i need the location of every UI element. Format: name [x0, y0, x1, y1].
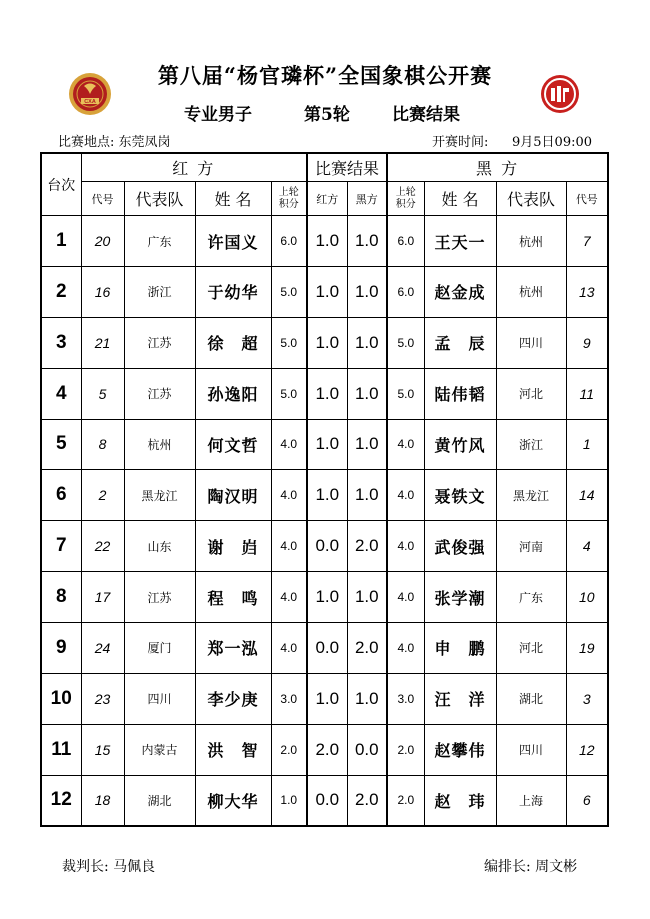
black-team: 湖北 — [496, 673, 566, 724]
table-row — [41, 673, 608, 724]
black-score: 1.0 — [347, 673, 387, 724]
red-team: 黑龙江 — [124, 470, 195, 521]
red-code: 2 — [81, 470, 124, 521]
black-code: 19 — [566, 623, 608, 674]
red-player-name: 何文哲 — [195, 419, 271, 470]
header-result: 比赛结果 — [307, 153, 387, 182]
black-score: 0.0 — [347, 724, 387, 775]
red-code: 23 — [81, 673, 124, 724]
red-prev-points: 5.0 — [271, 266, 307, 317]
red-code: 18 — [81, 775, 124, 826]
table-number: 4 — [41, 368, 81, 419]
red-score: 1.0 — [307, 572, 347, 623]
header-red-side: 红 方 — [81, 153, 307, 182]
header-black-team: 代表队 — [496, 182, 566, 216]
red-score: 1.0 — [307, 419, 347, 470]
red-code: 24 — [81, 623, 124, 674]
table-row — [41, 623, 608, 674]
black-code: 11 — [566, 368, 608, 419]
table-number: 10 — [41, 673, 81, 724]
group-label: 专业男子 — [184, 105, 252, 125]
black-code: 6 — [566, 775, 608, 826]
red-prev-points: 5.0 — [271, 368, 307, 419]
black-code: 13 — [566, 266, 608, 317]
black-prev-points: 6.0 — [387, 266, 424, 317]
header-table-no: 台次 — [41, 153, 81, 216]
header-black-prev-pts — [387, 182, 424, 216]
header-red-team: 代表队 — [124, 182, 195, 216]
black-score: 1.0 — [347, 266, 387, 317]
black-team: 杭州 — [496, 266, 566, 317]
red-player-name: 程 鸣 — [195, 572, 271, 623]
black-team: 河南 — [496, 521, 566, 572]
red-player-name: 洪 智 — [195, 724, 271, 775]
table-number: 9 — [41, 623, 81, 674]
red-team: 山东 — [124, 521, 195, 572]
black-code: 7 — [566, 216, 608, 267]
table-row — [41, 572, 608, 623]
red-score: 2.0 — [307, 724, 347, 775]
black-prev-points: 5.0 — [387, 368, 424, 419]
black-prev-points: 5.0 — [387, 317, 424, 368]
red-team: 厦门 — [124, 623, 195, 674]
black-code: 4 — [566, 521, 608, 572]
red-team: 江苏 — [124, 317, 195, 368]
black-player-name: 黄竹风 — [424, 419, 496, 470]
black-team: 河北 — [496, 368, 566, 419]
red-prev-points: 2.0 — [271, 724, 307, 775]
red-score: 0.0 — [307, 623, 347, 674]
header-red-code: 代号 — [81, 182, 124, 216]
red-score: 1.0 — [307, 216, 347, 267]
black-player-name: 赵金成 — [424, 266, 496, 317]
red-code: 15 — [81, 724, 124, 775]
red-team: 湖北 — [124, 775, 195, 826]
header-black-score: 黑方 — [347, 182, 387, 216]
table-number: 11 — [41, 724, 81, 775]
svg-text:CXA: CXA — [84, 99, 96, 105]
black-team: 杭州 — [496, 216, 566, 267]
black-team: 上海 — [496, 775, 566, 826]
table-row — [41, 724, 608, 775]
table-row — [41, 216, 608, 267]
black-score: 1.0 — [347, 572, 387, 623]
black-player-name: 陆伟韬 — [424, 368, 496, 419]
red-player-name: 李少庚 — [195, 673, 271, 724]
red-player-name: 谢 岿 — [195, 521, 271, 572]
table-number: 5 — [41, 419, 81, 470]
black-player-name: 赵攀伟 — [424, 724, 496, 775]
venue: 比赛地点: 东莞凤岗 — [58, 135, 171, 150]
black-team: 黑龙江 — [496, 470, 566, 521]
table-number: 6 — [41, 470, 81, 521]
black-prev-points: 2.0 — [387, 775, 424, 826]
results-table — [40, 152, 609, 827]
red-score: 0.0 — [307, 521, 347, 572]
page-title: 第八届“杨官璘杯”全国象棋公开赛 — [157, 63, 493, 88]
red-prev-points: 4.0 — [271, 572, 307, 623]
red-prev-points: 1.0 — [271, 775, 307, 826]
table-number: 3 — [41, 317, 81, 368]
header-red-score: 红方 — [307, 182, 347, 216]
black-team: 浙江 — [496, 419, 566, 470]
black-code: 1 — [566, 419, 608, 470]
black-code: 9 — [566, 317, 608, 368]
red-score: 1.0 — [307, 317, 347, 368]
black-score: 1.0 — [347, 368, 387, 419]
black-score: 1.0 — [347, 419, 387, 470]
red-code: 5 — [81, 368, 124, 419]
header-red-prev-pts — [271, 182, 307, 216]
header-black-side: 黑 方 — [387, 153, 608, 182]
red-prev-points: 5.0 — [271, 317, 307, 368]
table-row — [41, 419, 608, 470]
black-prev-points: 6.0 — [387, 216, 424, 267]
red-prev-points: 6.0 — [271, 216, 307, 267]
table-row — [41, 266, 608, 317]
black-player-name: 申 鹏 — [424, 623, 496, 674]
red-team: 广东 — [124, 216, 195, 267]
red-code: 22 — [81, 521, 124, 572]
red-player-name: 孙逸阳 — [195, 368, 271, 419]
arranger: 编排长: 周文彬 — [484, 859, 578, 875]
red-score: 0.0 — [307, 775, 347, 826]
red-score: 1.0 — [307, 673, 347, 724]
red-score: 1.0 — [307, 368, 347, 419]
table-row — [41, 521, 608, 572]
round-label: 第5轮 — [304, 105, 350, 125]
black-prev-points: 3.0 — [387, 673, 424, 724]
red-team: 浙江 — [124, 266, 195, 317]
table-row — [41, 775, 608, 826]
header-black-prev-pts-line2: 积分 — [395, 198, 416, 210]
black-score: 2.0 — [347, 623, 387, 674]
start-time-label: 开赛时间: — [432, 135, 489, 150]
table-number: 12 — [41, 775, 81, 826]
red-code: 21 — [81, 317, 124, 368]
red-player-name: 郑一泓 — [195, 623, 271, 674]
black-score: 1.0 — [347, 216, 387, 267]
black-player-name: 孟 辰 — [424, 317, 496, 368]
red-player-name: 陶汉明 — [195, 470, 271, 521]
header-red-name: 姓 名 — [195, 182, 271, 216]
black-player-name: 武俊强 — [424, 521, 496, 572]
black-code: 10 — [566, 572, 608, 623]
red-team: 内蒙古 — [124, 724, 195, 775]
black-team: 四川 — [496, 317, 566, 368]
subtitle — [0, 100, 650, 124]
red-team: 杭州 — [124, 419, 195, 470]
red-code: 8 — [81, 419, 124, 470]
black-score: 1.0 — [347, 317, 387, 368]
header-red-prev-pts-line2: 积分 — [278, 198, 299, 210]
black-code: 12 — [566, 724, 608, 775]
table-number: 2 — [41, 266, 81, 317]
header-black-code: 代号 — [566, 182, 608, 216]
header-black-prev-pts-line1: 上轮 — [395, 186, 416, 198]
red-team: 江苏 — [124, 368, 195, 419]
table-row — [41, 317, 608, 368]
header-black-name: 姓 名 — [424, 182, 496, 216]
red-prev-points: 4.0 — [271, 521, 307, 572]
red-score: 1.0 — [307, 266, 347, 317]
header-red-prev-pts-line1: 上轮 — [278, 186, 299, 198]
black-team: 河北 — [496, 623, 566, 674]
black-prev-points: 4.0 — [387, 419, 424, 470]
start-time: 9月5日09:00 — [512, 135, 593, 150]
red-prev-points: 4.0 — [271, 623, 307, 674]
red-code: 20 — [81, 216, 124, 267]
black-player-name: 张学潮 — [424, 572, 496, 623]
black-prev-points: 4.0 — [387, 470, 424, 521]
table-row — [41, 470, 608, 521]
black-prev-points: 2.0 — [387, 724, 424, 775]
table-number: 7 — [41, 521, 81, 572]
red-player-name: 许国义 — [195, 216, 271, 267]
black-score: 1.0 — [347, 470, 387, 521]
black-player-name: 汪 洋 — [424, 673, 496, 724]
black-prev-points: 4.0 — [387, 521, 424, 572]
red-score: 1.0 — [307, 470, 347, 521]
red-player-name: 于幼华 — [195, 266, 271, 317]
black-player-name: 赵 玮 — [424, 775, 496, 826]
table-number: 1 — [41, 216, 81, 267]
black-score: 2.0 — [347, 775, 387, 826]
red-code: 16 — [81, 266, 124, 317]
black-code: 3 — [566, 673, 608, 724]
red-prev-points: 3.0 — [271, 673, 307, 724]
red-code: 17 — [81, 572, 124, 623]
black-team: 广东 — [496, 572, 566, 623]
table-row — [41, 368, 608, 419]
referee: 裁判长: 马佩良 — [62, 859, 156, 875]
red-player-name: 徐 超 — [195, 317, 271, 368]
black-team: 四川 — [496, 724, 566, 775]
red-team: 四川 — [124, 673, 195, 724]
black-prev-points: 4.0 — [387, 623, 424, 674]
black-prev-points: 4.0 — [387, 572, 424, 623]
red-team: 江苏 — [124, 572, 195, 623]
kind-label: 比赛结果 — [392, 105, 460, 125]
results-rows — [41, 216, 608, 826]
black-player-name: 聂铁文 — [424, 470, 496, 521]
red-prev-points: 4.0 — [271, 470, 307, 521]
red-prev-points: 4.0 — [271, 419, 307, 470]
black-player-name: 王天一 — [424, 216, 496, 267]
black-score: 2.0 — [347, 521, 387, 572]
red-player-name: 柳大华 — [195, 775, 271, 826]
black-code: 14 — [566, 470, 608, 521]
table-number: 8 — [41, 572, 81, 623]
